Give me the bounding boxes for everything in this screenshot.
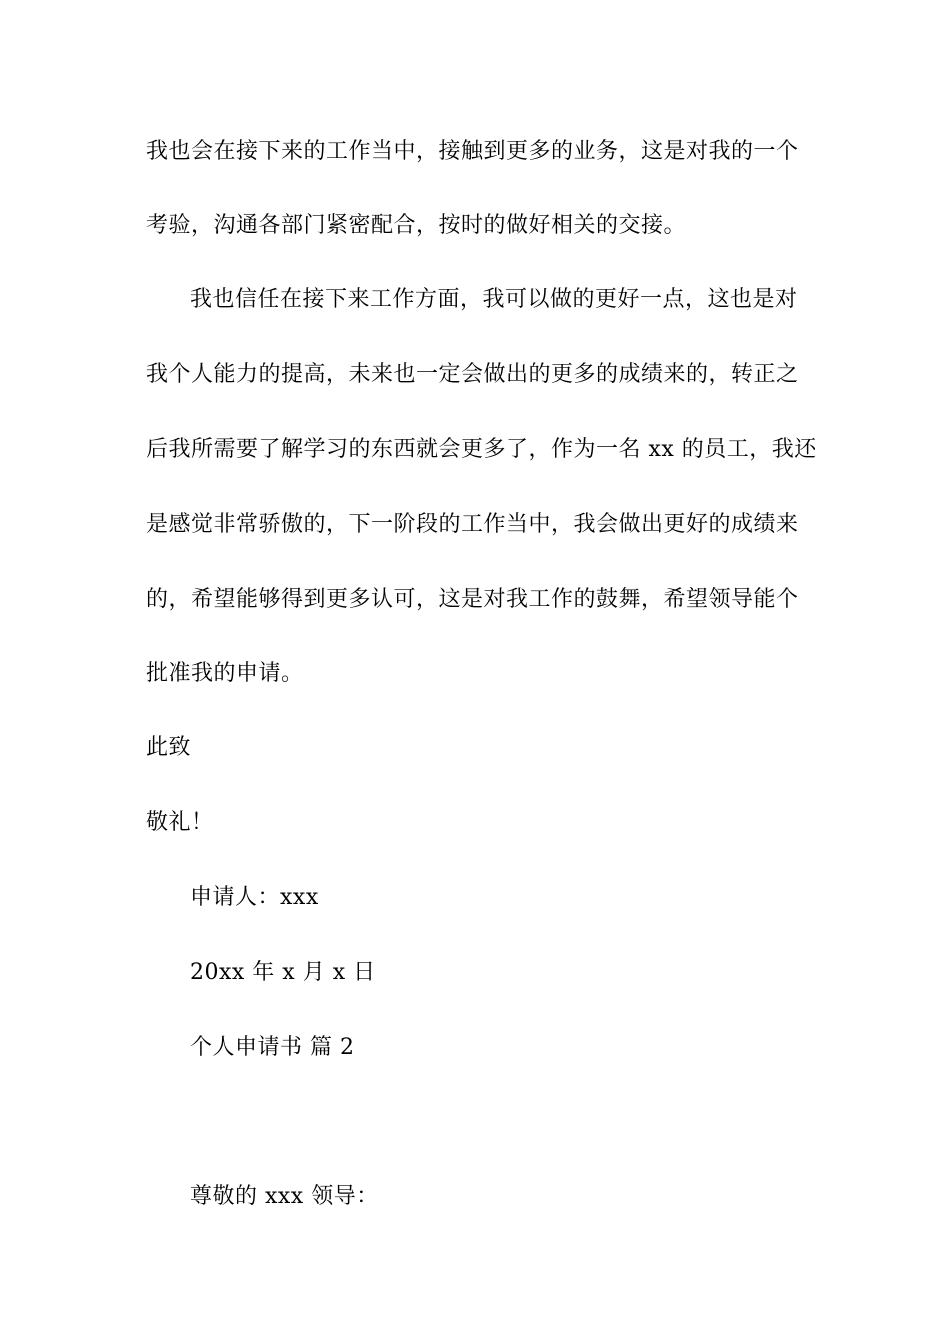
paragraph-line-6: 批准我的申请。 [146, 661, 304, 686]
paragraph-line-3: 后我所需要了解学习的东西就会更多了，作为一名 xx 的员工，我还 [146, 437, 817, 462]
paragraph-line-4: 是感觉非常骄傲的，下一阶段的工作当中，我会做出更好的成绩来 [146, 512, 799, 537]
body-line-1: 我也会在接下来的工作当中，接触到更多的业务，这是对我的一个 [146, 139, 799, 164]
greeting-line: 尊敬的 xxx 领导： [190, 1184, 379, 1209]
salute-text: 敬礼！ [146, 810, 214, 835]
applicant-line: 申请人：xxx [190, 885, 319, 910]
paragraph-line-1: 我也信任在接下来工作方面，我可以做的更好一点，这也是对 [190, 287, 798, 312]
closing-text: 此致 [146, 735, 192, 760]
paragraph-line-5: 的，希望能够得到更多认可，这是对我工作的鼓舞，希望领导能个 [146, 587, 799, 612]
body-line-2: 考验，沟通各部门紧密配合，按时的做好相关的交接。 [146, 213, 687, 238]
date-line: 20xx 年 x 月 x 日 [190, 960, 376, 985]
section-title: 个人申请书 篇 2 [190, 1035, 355, 1060]
paragraph-line-2: 我个人能力的提高，未来也一定会做出的更多的成绩来的，转正之 [146, 362, 799, 387]
